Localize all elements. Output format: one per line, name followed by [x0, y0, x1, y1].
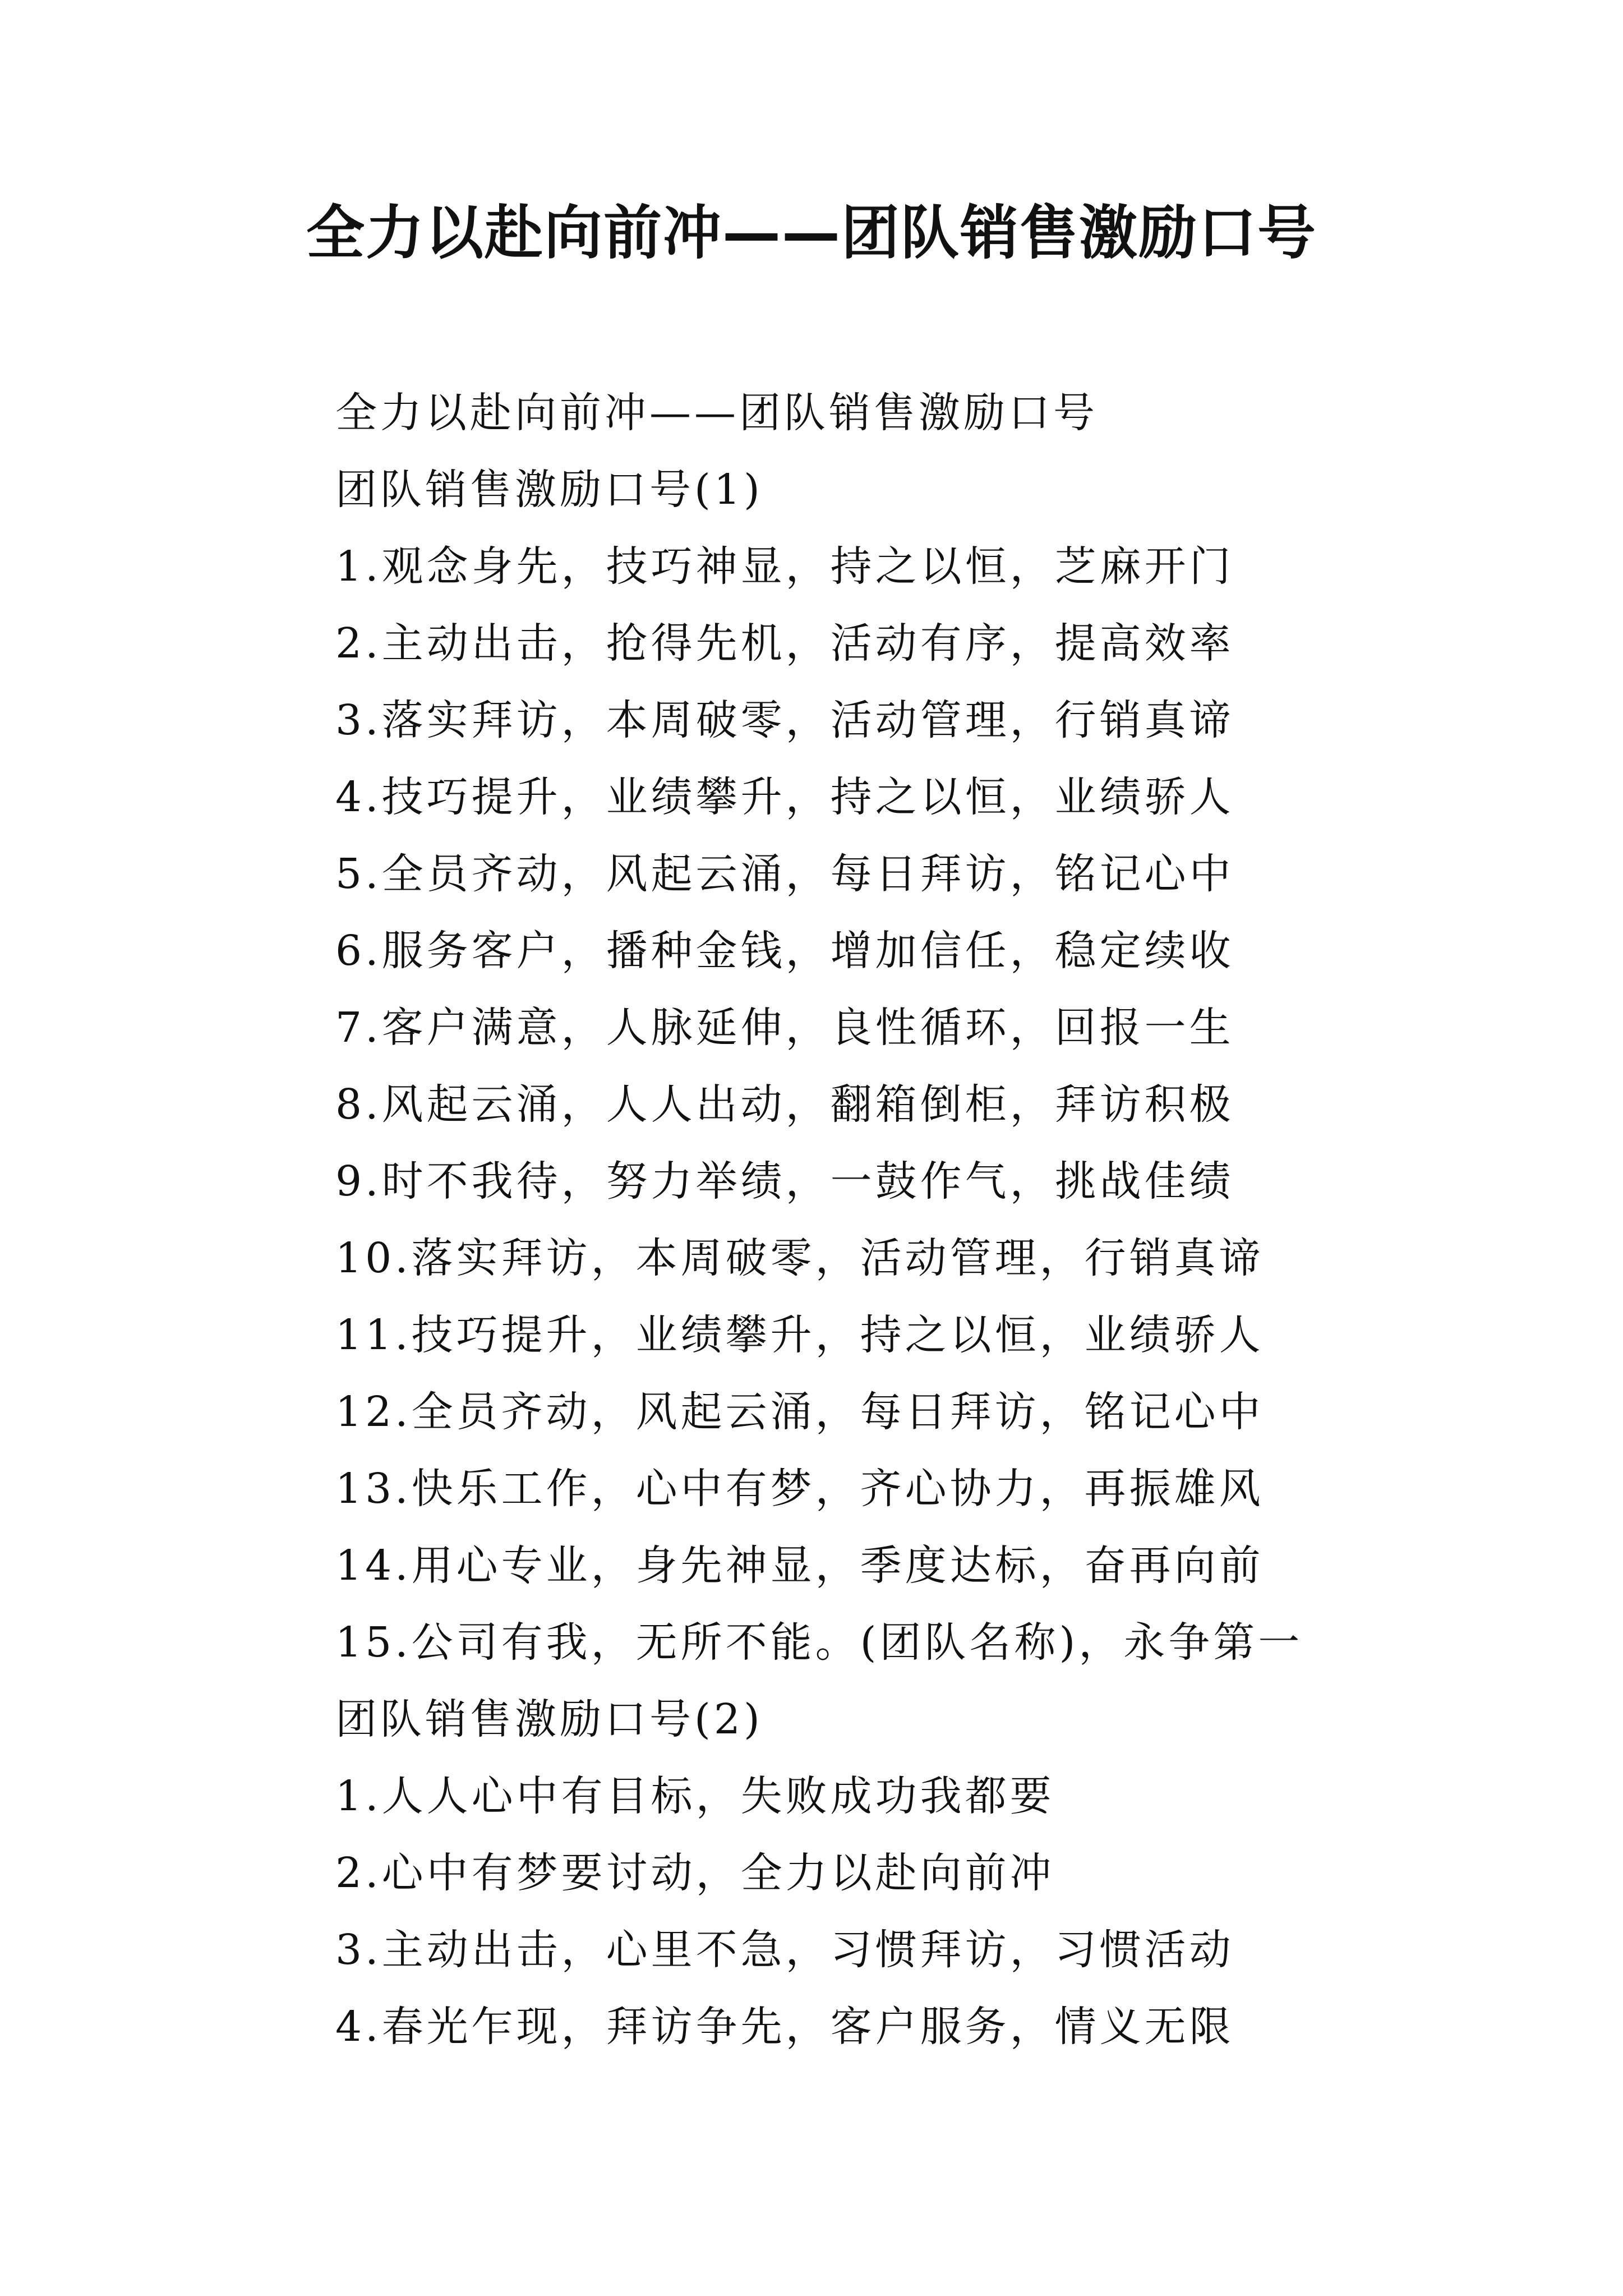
document-title: 全力以赴向前冲——团队销售激励口号 [306, 199, 1317, 267]
slogan-line: 2.主动出击，抢得先机，活动有序，提高效率 [335, 619, 1234, 668]
slogan-line: 10.落实拜访，本周破零，活动管理，行销真谛 [335, 1234, 1264, 1282]
slogan-line: 14.用心专业，身先神显，季度达标，奋再向前 [335, 1542, 1264, 1590]
slogan-line: 9.时不我待，努力举绩，一鼓作气，挑战佳绩 [335, 1157, 1234, 1205]
slogan-line: 7.客户满意，人脉延伸，良性循环，回报一生 [335, 1004, 1234, 1052]
slogan-line: 13.快乐工作，心中有梦，齐心协力，再振雄风 [335, 1465, 1264, 1513]
slogan-line: 8.风起云涌，人人出动，翻箱倒柜，拜访积极 [335, 1080, 1234, 1129]
slogan-line: 15.公司有我，无所不能。(团队名称)，永争第一 [335, 1618, 1303, 1667]
slogan-line: 4.春光乍现，拜访争先，客户服务，情义无限 [335, 2003, 1234, 2051]
slogan-line: 2.心中有梦要讨动，全力以赴向前冲 [335, 1849, 1055, 1897]
document-body [335, 375, 1513, 2065]
slogan-line: 1.观念身先，技巧神显，持之以恒，芝麻开门 [335, 542, 1234, 591]
slogan-line: 1.人人心中有目标，失败成功我都要 [335, 1772, 1055, 1820]
slogan-line: 3.主动出击，心里不急，习惯拜访，习惯活动 [335, 1926, 1234, 1974]
slogan-line: 5.全员齐动，风起云涌，每日拜访，铭记心中 [335, 850, 1234, 898]
slogan-line: 12.全员齐动，风起云涌，每日拜访，铭记心中 [335, 1388, 1264, 1436]
section-heading: 团队销售激励口号(1) [335, 466, 763, 514]
slogan-line: 3.落实拜访，本周破零，活动管理，行销真谛 [335, 696, 1234, 744]
body-line: 全力以赴向前冲——团队销售激励口号 [335, 389, 1098, 437]
section-heading: 团队销售激励口号(2) [335, 1695, 763, 1743]
slogan-line: 11.技巧提升，业绩攀升，持之以恒，业绩骄人 [335, 1311, 1264, 1359]
slogan-line: 6.服务客户，播种金钱，增加信任，稳定续收 [335, 927, 1234, 975]
slogan-line: 4.技巧提升，业绩攀升，持之以恒，业绩骄人 [335, 773, 1234, 821]
